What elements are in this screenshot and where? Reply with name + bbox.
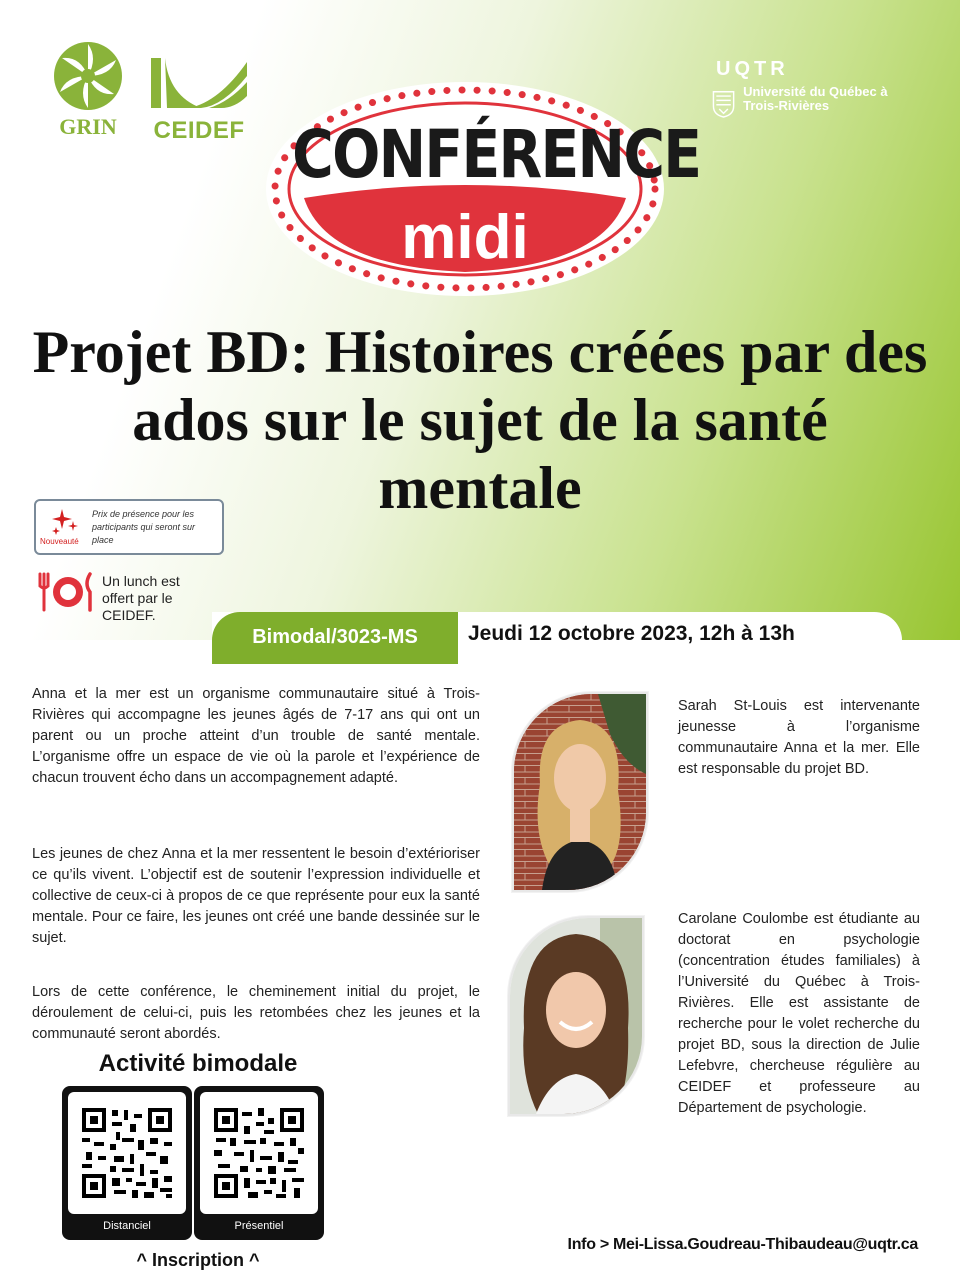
speaker-bio-sarah: Sarah St-Louis est intervenante jeunesse à l’organisme communautaire Anna et la mer. Elle est responsable du projet BD. [678, 698, 920, 777]
qr-presentiel[interactable] [194, 1086, 324, 1240]
page-title: Projet BD: Histoires créées par des ados sur le sujet de la santé mentale [32, 319, 928, 521]
uqtr-wordmark: UQTR [716, 58, 789, 80]
body-paragraph: Anna et la mer est un organisme communautaire situé à Trois-Rivières qui accompagne les jeunes âgés de 7-17 ans qui ont un parent ou un proche atteint d’un trouble de santé mentale. L’organisme offre un espace de vie où la parole et l’expérience de chacun trouvent écho dans un accompagnement adapté. [32, 686, 480, 786]
qr-code-icon [68, 1092, 186, 1214]
speaker-photo-sarah [512, 692, 648, 892]
badge-subtitle: midi [401, 203, 529, 272]
event-datetime: Jeudi 12 octobre 2023, 12h à 13h [468, 622, 795, 645]
lunch-text: Un lunch est offert par le CEIDEF. [102, 573, 180, 623]
event-info-bar [212, 612, 902, 664]
prize-notice [34, 499, 224, 555]
grin-logo [48, 40, 128, 140]
inscription-label: ^ Inscription ^ [136, 1250, 260, 1270]
body-paragraph: Les jeunes de chez Anna et la mer ressentent le besoin d’extérioriser ce qu’ils vivent. L’objectif est de soutenir l’expression individuelle et collective de ceux-ci à propos de ce que représente pour eux la santé mentale. Pour ce faire, les jeunes ont créé une bande dessinée sur le sujet. [32, 846, 480, 946]
ceidef-label: CEIDEF [153, 117, 245, 144]
uqtr-shield-icon [712, 85, 735, 123]
body-paragraph: Lors de cette conférence, le cheminement initial du projet, le déroulement de celui-ci, puis les retombées chez les jeunes et la communauté seront abordés. [32, 984, 480, 1042]
ceidef-mark-icon [149, 56, 249, 110]
qr-code-icon [200, 1092, 318, 1214]
qr-distanciel[interactable] [62, 1086, 192, 1240]
badge-title: CONFÉRENCE [292, 116, 701, 193]
speaker-photo-carolane [508, 916, 644, 1116]
event-mode-room: Bimodal/3023-MS [252, 626, 418, 648]
contact-email[interactable]: Info > Mei-Lissa.Goudreau-Thibaudeau@uqtr.ca [567, 1236, 918, 1253]
plate-cutlery-icon [36, 572, 96, 612]
conference-badge [264, 80, 701, 298]
prize-text: Prix de présence pour les participants qui seront sur place [92, 509, 196, 545]
sparkle-icon [50, 507, 80, 537]
lunch-notice [36, 572, 216, 628]
grin-label: GRIN [59, 114, 117, 139]
uqtr-subtitle: Université du Québec à Trois-Rivières [743, 84, 888, 113]
grin-flower-icon [52, 40, 124, 112]
uqtr-logo [712, 58, 912, 123]
portrait-photo-icon [514, 694, 646, 890]
qr-label-distanciel: Distanciel [103, 1220, 151, 1232]
ceidef-logo [146, 56, 252, 145]
new-badge: Nouveauté [40, 537, 79, 546]
qr-label-presentiel: Présentiel [234, 1220, 284, 1232]
portrait-photo-icon [510, 918, 642, 1114]
bimodal-heading: Activité bimodale [98, 1050, 298, 1077]
speaker-bio-carolane: Carolane Coulombe est étudiante au doctorat en psychologie (concentration études familiales) à l’Université du Québec à Trois-Rivières. Elle est assistante de recherche pour le volet recherche du projet BD, sous la direction de Julie Lefebvre, chercheuse régulière au CEIDEF et professeure au Département de psychologie. [678, 911, 920, 1116]
